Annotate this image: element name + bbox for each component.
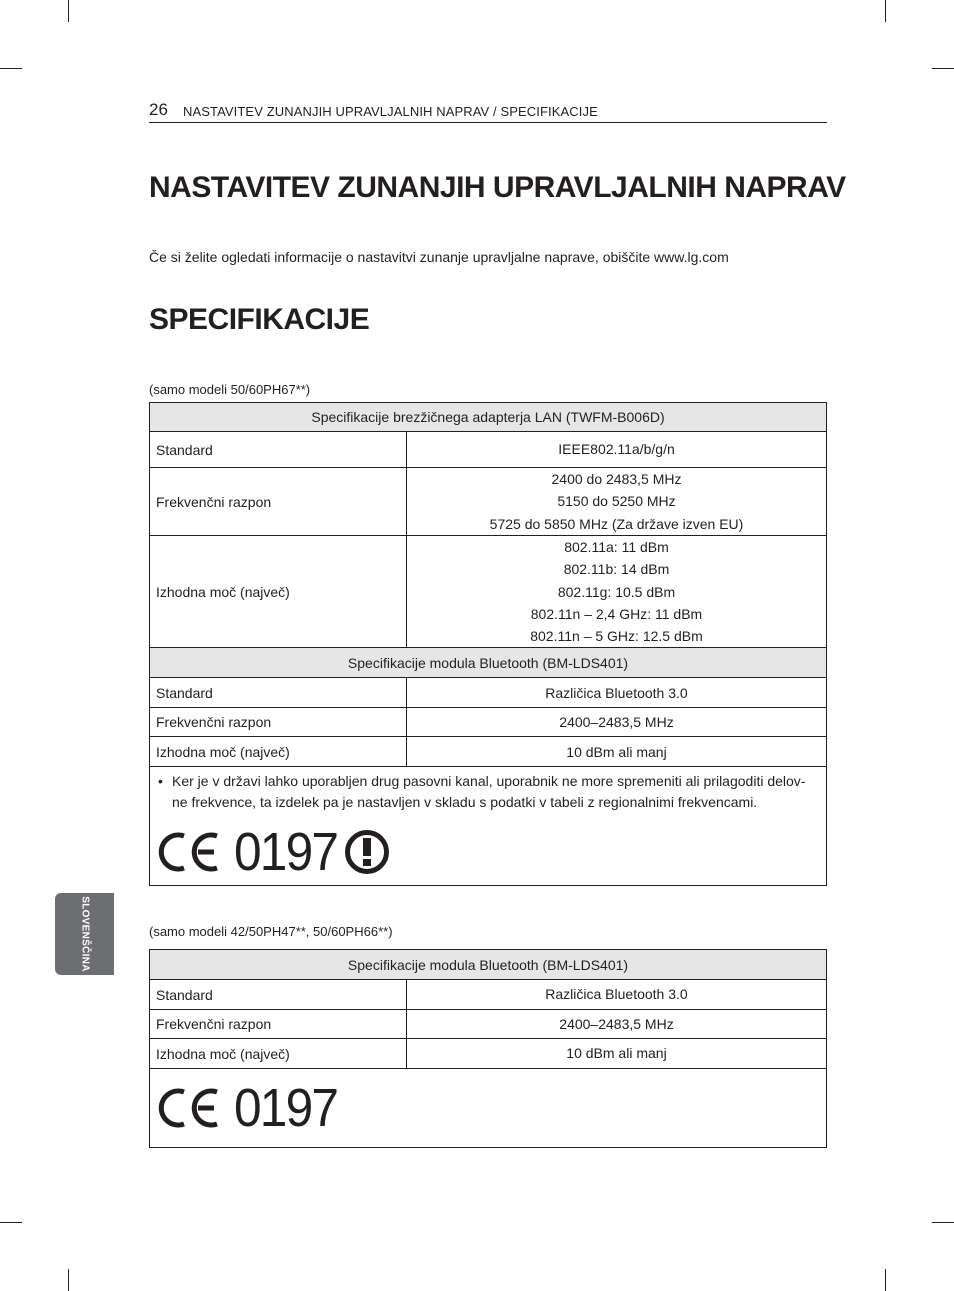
row-label: Standard [150,980,407,1010]
crop-mark [68,1269,69,1291]
row-label: Izhodna moč (največ) [150,536,407,648]
intro-text: Če si želite ogledati informacije o nastavitvi zunanje upravljalne naprave, obiščite www.lg.com [149,249,729,265]
notified-body-number: 0197 [234,822,338,883]
bt-title: Specifikacije modula Bluetooth (BM-LDS401) [150,648,827,678]
row-label: Standard [150,678,407,708]
table-row [150,767,827,886]
value-line: 5725 do 5850 MHz (Za države izven EU) [489,515,744,532]
table-section-header [150,648,827,678]
row-label: Frekvenčni razpon [150,1010,407,1039]
notified-body-number: 0197 [234,1078,338,1138]
row-value [407,536,827,648]
ce-logo-icon [158,1086,220,1130]
table-row [150,468,827,536]
table-section-header [150,403,827,432]
page-number: 26 [149,100,168,119]
bt-title: Specifikacije modula Bluetooth (BM-LDS401) [150,950,827,980]
ce-mark [158,1078,818,1138]
row-value: 2400–2483,5 MHz [407,708,827,737]
row-label: Izhodna moč (največ) [150,1039,407,1069]
crop-mark [932,1222,954,1223]
table-row [150,708,827,737]
language-tab-label: SLOVENŠČINA [79,896,90,972]
value-line: 802.11n – 5 GHz: 12.5 dBm [530,628,703,645]
row-value [407,468,827,536]
crop-mark [932,68,954,69]
value-line: 802.11g: 10.5 dBm [557,583,676,600]
table-row [150,980,827,1010]
footnote [158,769,818,813]
section-heading-specifications: SPECIFIKACIJE [149,303,370,336]
table-section-header [150,950,827,980]
value-line: 802.11n – 2,4 GHz: 11 dBm [530,605,703,622]
value-line: 802.11b: 14 dBm [563,561,670,578]
footnote-text: Ker je v državi lahko uporabljen drug pasovni kanal, uporabnik ne more spremeniti ali prilagoditi delov-ne frekvence, ta izdelek pa je nastavljen v skladu s podatki v tabeli z regionalnimi frekvencami. [172,773,806,811]
table-row [150,737,827,767]
table-row [150,678,827,708]
footnote-cell [150,767,827,886]
crop-mark [885,1269,886,1291]
mark-cell [150,1069,827,1148]
crop-mark [68,0,69,22]
model-note-2: (samo modeli 42/50PH47**, 50/60PH66**) [149,924,393,939]
bullet-icon: • [158,773,163,790]
row-label: Frekvenčni razpon [150,468,407,536]
model-note-1: (samo modeli 50/60PH67**) [149,382,311,397]
value-line: 5150 do 5250 MHz [557,493,676,510]
language-tab [55,893,114,975]
row-label: Standard [150,432,407,468]
running-header [149,100,827,123]
ce-mark-with-alert [158,822,818,883]
value-line: 2400 do 2483,5 MHz [551,471,682,488]
crop-mark [0,1222,22,1223]
header-title: NASTAVITEV ZUNANJIH UPRAVLJALNIH NAPRAV / SPECIFIKACIJE [183,104,598,119]
table-row [150,1010,827,1039]
row-value: 2400–2483,5 MHz [407,1010,827,1039]
row-value: Različica Bluetooth 3.0 [407,678,827,708]
row-label: Frekvenčni razpon [150,708,407,737]
value-line: IEEE802.11a/b/g/n [558,441,675,458]
row-value: Različica Bluetooth 3.0 [407,980,827,1010]
table-row [150,432,827,468]
table-row [150,1039,827,1069]
value-line: 802.11a: 11 dBm [564,539,669,555]
crop-mark [885,0,886,22]
lan-title: Specifikacije brezžičnega adapterja LAN (TWFM-B006D) [150,403,827,432]
row-value [407,432,827,468]
alert-icon [344,829,390,875]
table-row [150,536,827,648]
spec-table-2 [149,949,827,1148]
row-label: Izhodna moč (največ) [150,737,407,767]
spec-table-1 [149,402,827,886]
section-heading-external-devices: NASTAVITEV ZUNANJIH UPRAVLJALNIH NAPRAV [149,171,846,204]
ce-logo-icon [158,830,220,874]
row-value: 10 dBm ali manj [407,1039,827,1069]
crop-mark [0,68,22,69]
table-row [150,1069,827,1148]
row-value: 10 dBm ali manj [407,737,827,767]
